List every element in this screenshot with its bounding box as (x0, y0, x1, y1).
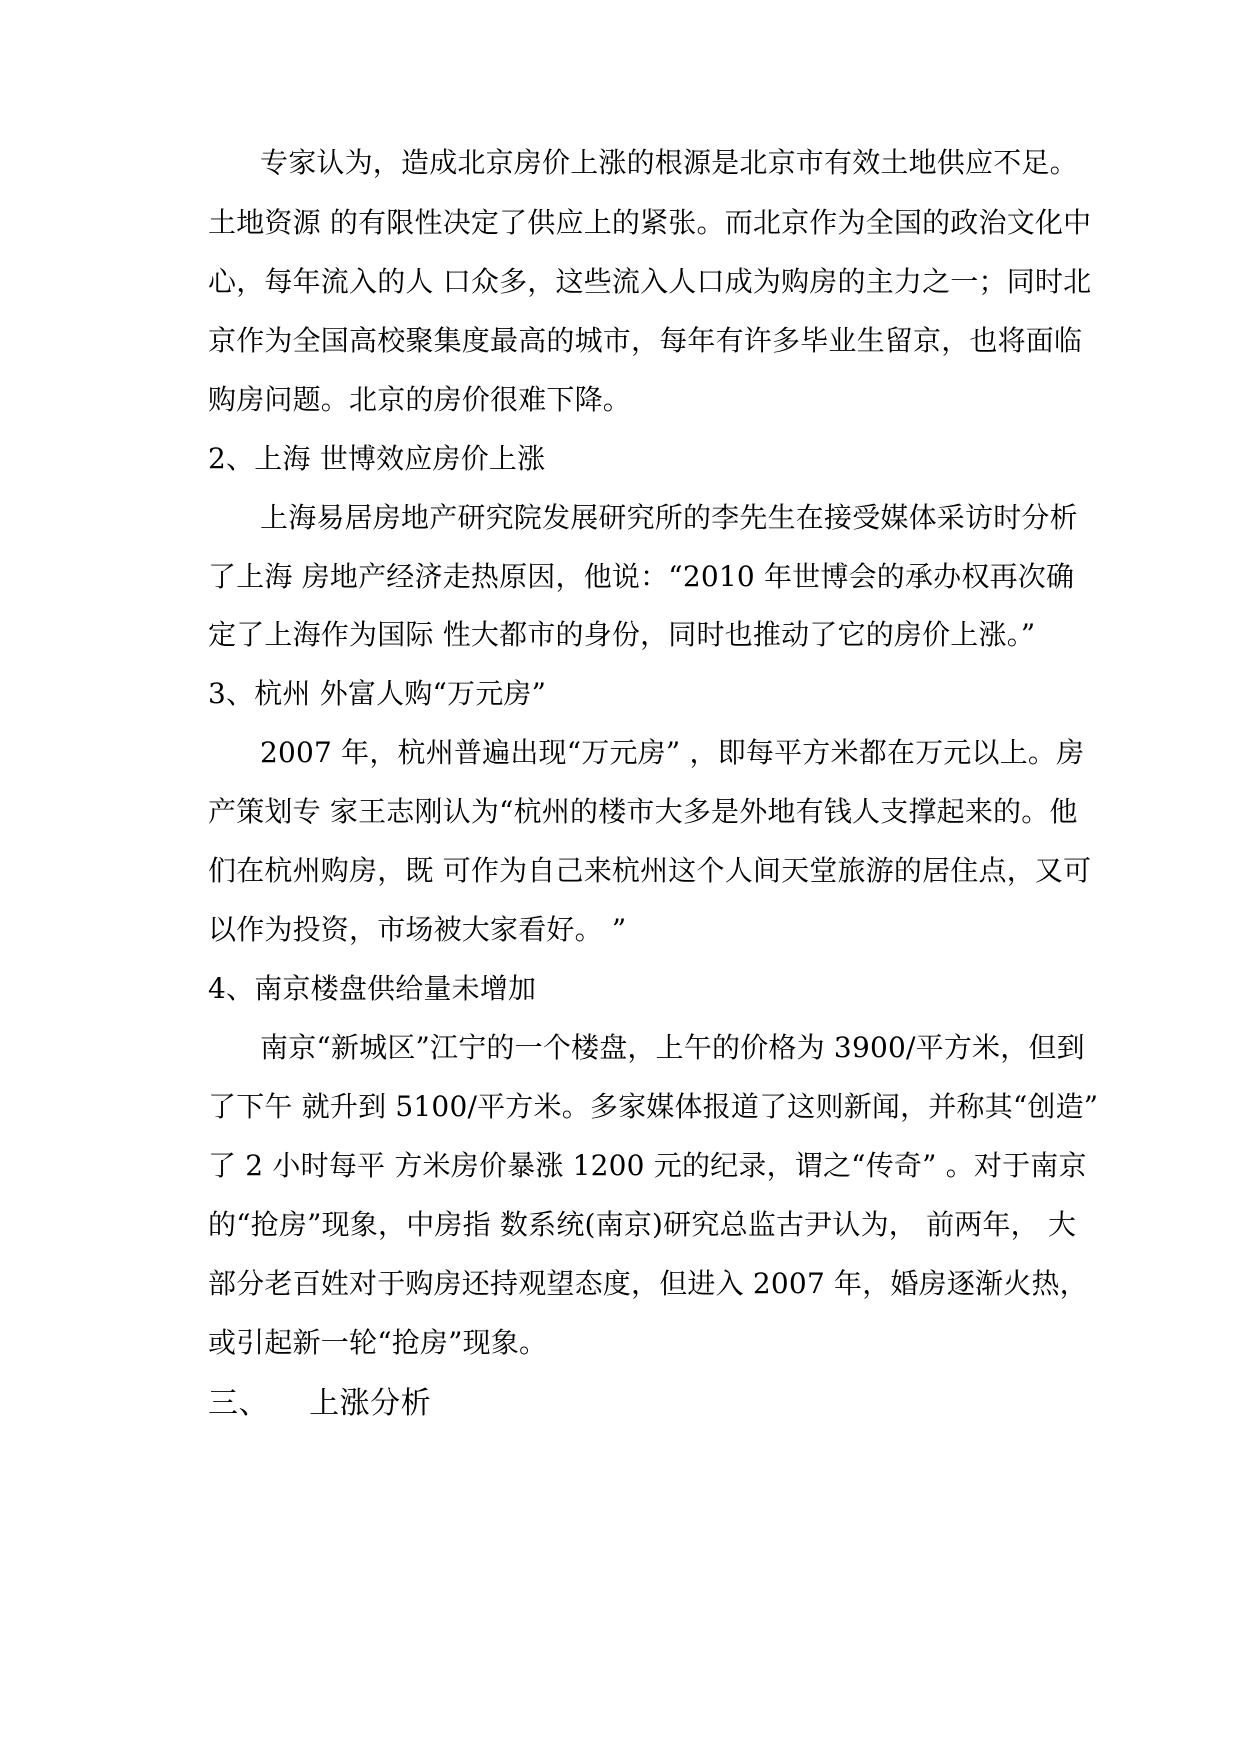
paragraph-shanghai-line-3: 定了上海作为国际 性大都市的身份，同时也推动了它的房价上涨。” (208, 618, 1036, 651)
paragraph-nanjing-line-6: 或引起新一轮“抢房”现象。 (208, 1326, 548, 1359)
paragraph-beijing-line-3: 心，每年流入的人 口众多，这些流入人口成为购房的主力之一；同时北 (208, 265, 1092, 298)
paragraph-hangzhou-line-4: 以作为投资，市场被大家看好。 ” (208, 913, 627, 946)
section-heading-rise-analysis: 三、 上涨分析 (208, 1386, 432, 1421)
heading-hangzhou: 3、杭州 外富人购“万元房” (208, 677, 547, 710)
paragraph-shanghai-line-2: 了上海 房地产经济走热原因，他说：“2010 年世博会的承办权再次确 (208, 560, 1075, 593)
paragraph-nanjing-line-4: 的“抢房”现象，中房指 数系统(南京)研究总监古尹认为， 前两年， 大 (208, 1208, 1077, 1241)
paragraph-nanjing-line-2: 了下午 就升到 5100/平方米。多家媒体报道了这则新闻，并称其“创造” (208, 1090, 1099, 1123)
paragraph-hangzhou-line-2: 产策划专 家王志刚认为“杭州的楼市大多是外地有钱人支撑起来的。他 (208, 795, 1078, 828)
heading-shanghai: 2、上海 世博效应房价上涨 (208, 442, 546, 475)
paragraph-nanjing-line-3: 了 2 小时每平 方米房价暴涨 1200 元的纪录，谓之“传奇” 。对于南京 (208, 1149, 1087, 1182)
paragraph-beijing-line-5: 购房问题。北京的房价很难下降。 (208, 383, 632, 416)
paragraph-hangzhou-line-3: 们在杭州购房，既 可作为自己来杭州这个人间天堂旅游的居住点，又可 (208, 854, 1092, 887)
paragraph-beijing-line-2: 土地资源 的有限性决定了供应上的紧张。而北京作为全国的政治文化中 (208, 206, 1092, 239)
paragraph-shanghai-line-1: 上海易居房地产研究院发展研究所的李先生在接受媒体采访时分析 (260, 501, 1078, 534)
paragraph-beijing-line-4: 京作为全国高校聚集度最高的城市，每年有许多毕业生留京，也将面临 (208, 324, 1083, 357)
paragraph-nanjing-line-5: 部分老百姓对于购房还持观望态度，但进入 2007 年，婚房逐渐火热， (208, 1267, 1088, 1300)
paragraph-hangzhou-line-1: 2007 年，杭州普遍出现“万元房” ，即每平方米都在万元以上。房 (260, 736, 1085, 769)
paragraph-nanjing-line-1: 南京“新城区”江宁的一个楼盘，上午的价格为 3900/平方米，但到 (260, 1031, 1085, 1064)
paragraph-beijing-line-1: 专家认为，造成北京房价上涨的根源是北京市有效土地供应不足。 (260, 146, 1078, 179)
heading-nanjing: 4、南京楼盘供给量未增加 (208, 972, 537, 1005)
